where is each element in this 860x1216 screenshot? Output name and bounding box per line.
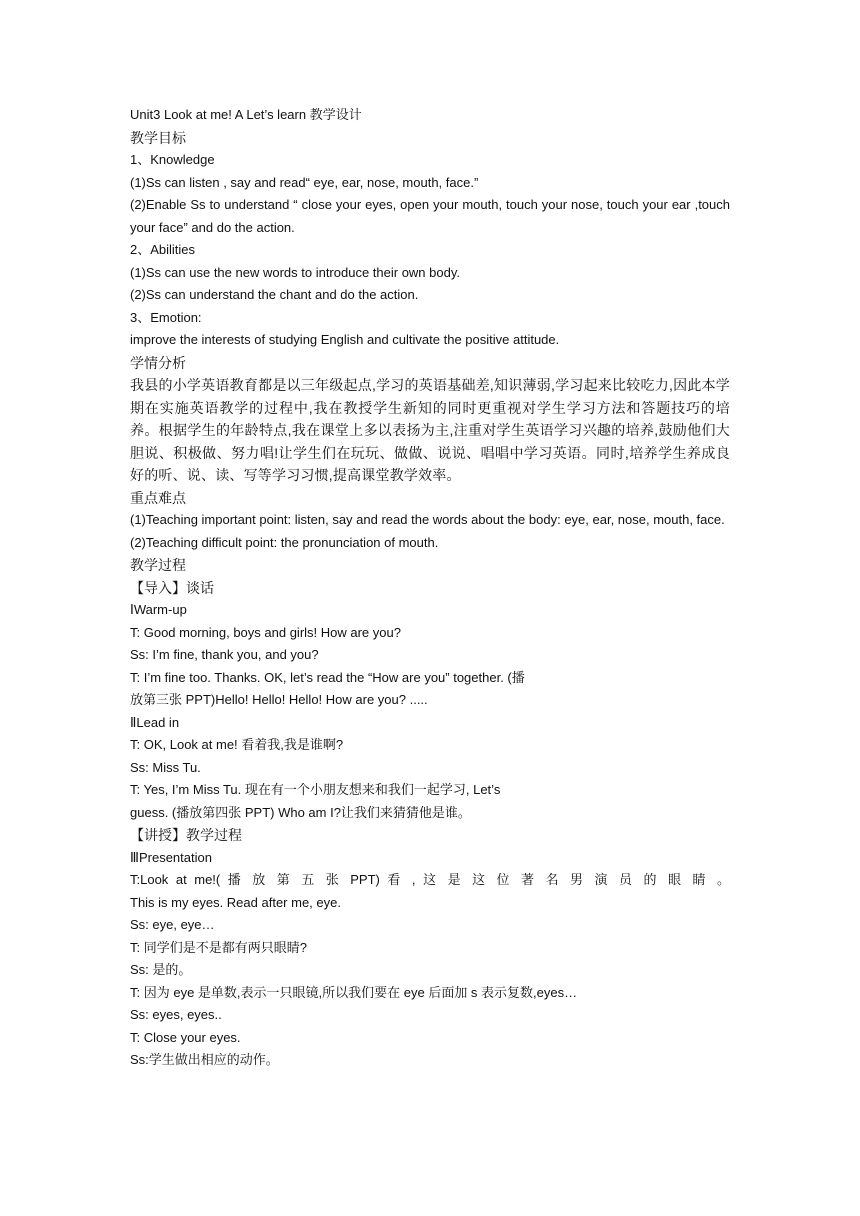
dialogue-line: T: 因为 eye 是单数,表示一只眼镜,所以我们要在 eye 后面加 s 表示复数,eyes… <box>130 984 578 1000</box>
process-heading: 教学过程 <box>130 557 186 573</box>
dialogue-line: T: Close your eyes. <box>130 1029 241 1045</box>
dialogue-line: Ss: eyes, eyes.. <box>130 1007 222 1022</box>
leadin-heading: ⅡLead in <box>130 714 180 730</box>
dialogue-line: Ss: eye, eye… <box>130 917 215 932</box>
dialogue-line: This is my eyes. Read after me, eye. <box>130 894 341 910</box>
dialogue-line: 放第三张 PPT)Hello! Hello! Hello! How are you? ..... <box>130 692 428 707</box>
abilities-item-1: (1)Ss can use the new words to introduce their own body. <box>130 264 460 280</box>
dialogue-line: Ss: 是的。 <box>130 962 192 977</box>
warmup-heading: ⅠWarm-up <box>130 602 187 617</box>
knowledge-heading: 1、Knowledge <box>130 152 215 167</box>
dialogue-line: T: 同学们是不是都有两只眼睛? <box>130 939 307 955</box>
dialogue-line: Ss: I’m fine, thank you, and you? <box>130 647 319 662</box>
abilities-heading: 2、Abilities <box>130 242 196 257</box>
knowledge-item-1: (1)Ss can listen , say and read“ eye, ear, nose, mouth, face.” <box>130 174 479 190</box>
presentation-heading: ⅢPresentation <box>130 849 212 865</box>
document-title: Unit3 Look at me! A Let’s learn 教学设计 <box>130 107 362 122</box>
teach-heading: 【讲授】教学过程 <box>130 827 242 843</box>
dialogue-line: T: I’m fine too. Thanks. OK, let’s read the “How are you” together. (播 <box>130 669 525 685</box>
emotion-item-1: improve the interests of studying English and cultivate the positive attitude. <box>130 332 560 347</box>
document-page <box>130 104 730 1072</box>
objectives-heading: 教学目标 <box>130 129 186 146</box>
key-point-2: (2)Teaching difficult point: the pronunciation of mouth. <box>130 534 439 550</box>
dialogue-line: Ss:学生做出相应的动作。 <box>130 1052 279 1067</box>
key-point-1: (1)Teaching important point: listen, say and read the words about the body: eye, ear, nose, mouth, face. <box>130 512 725 527</box>
dialogue-line: T: Yes, I’m Miss Tu. 现在有一个小朋友想来和我们一起学习, Let’s <box>130 782 501 797</box>
dialogue-line: T: Good morning, boys and girls! How are you? <box>130 624 401 640</box>
key-points-heading: 重点难点 <box>130 489 186 506</box>
knowledge-item-2: (2)Enable Ss to understand “ close your eyes, open your mouth, touch your nose, touch your ear ,touch your face” and do the action. <box>130 197 730 235</box>
dialogue-line: Ss: Miss Tu. <box>130 759 201 775</box>
dialogue-line: T: OK, Look at me! 看着我,我是谁啊? <box>130 737 344 752</box>
intro-heading: 【导入】谈话 <box>130 579 214 596</box>
analysis-paragraph: 我县的小学英语教育都是以三年级起点,学习的英语基础差,知识薄弱,学习起来比较吃力,因此本学期在实施英语教学的过程中,我在教授学生新知的同时更重视对学生学习方法和答题技巧的培养。根据学生的年龄特点,我在课堂上多以表扬为主,注重对学生英语学习兴趣的培养,鼓励他们大胆说、积极做、努力唱!让学生们在玩玩、做做、说说、唱唱中学习英语。同时,培养学生养成良好的听、说、读、写等学习习惯,提高课堂教学效率。 <box>130 377 730 483</box>
emotion-heading: 3、Emotion: <box>130 309 202 325</box>
analysis-heading: 学情分析 <box>130 354 186 371</box>
dialogue-line: guess. (播放第四张 PPT) Who am I?让我们来猜猜他是谁。 <box>130 804 471 820</box>
abilities-item-2: (2)Ss can understand the chant and do the action. <box>130 287 419 302</box>
dialogue-line: T:Look at me!( 播 放 第 五 张 PPT) 看 , 这 是 这 位 著 名 男 演 员 的 眼 睛 。 <box>130 872 730 887</box>
